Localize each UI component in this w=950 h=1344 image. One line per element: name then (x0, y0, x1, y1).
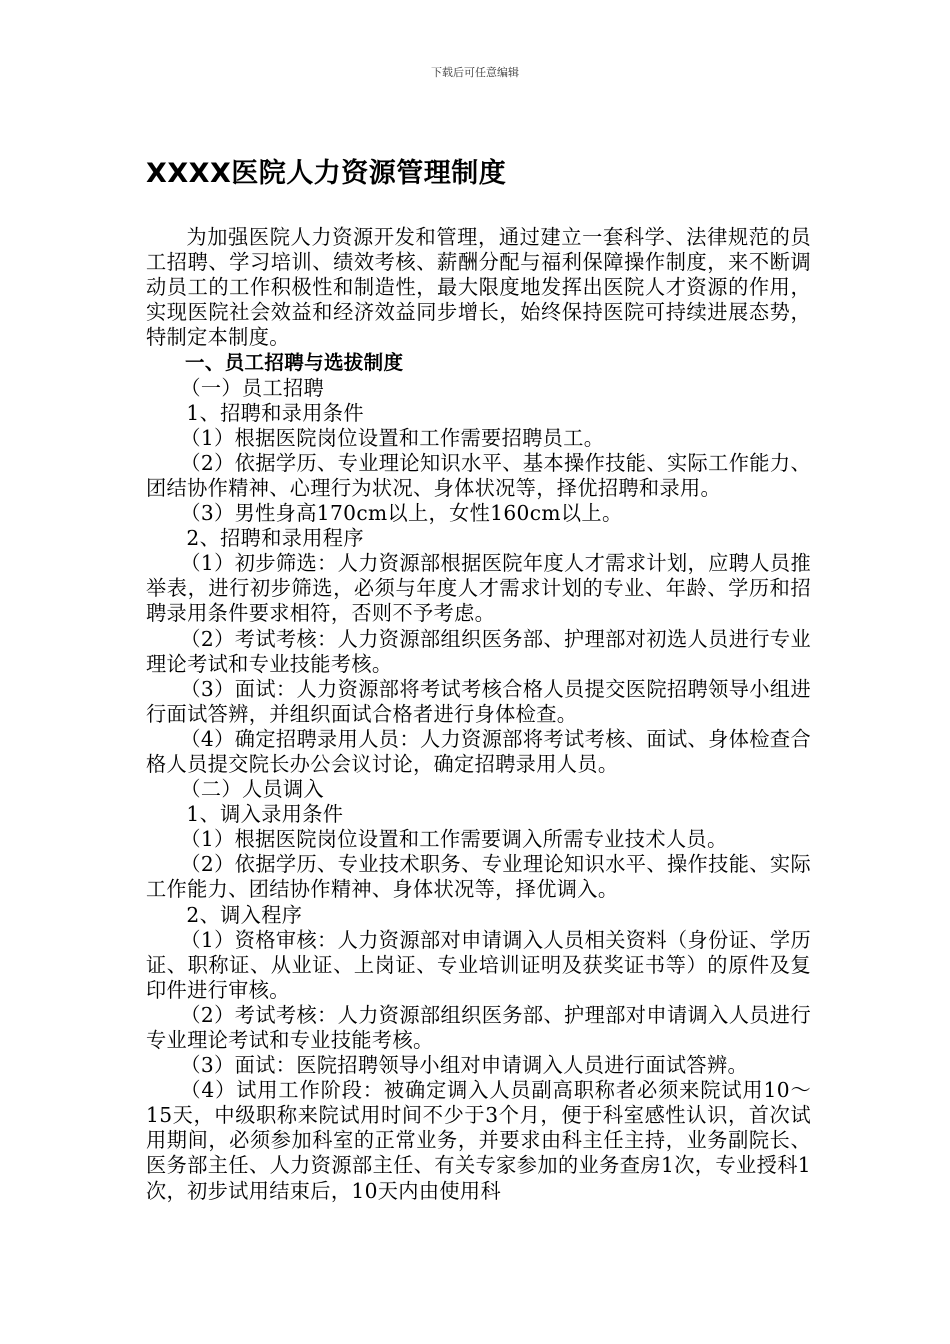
paragraph: （1）根据医院岗位设置和工作需要调入所需专业技术人员。 (180, 827, 728, 852)
item-heading-recruit-procedure: 2、招聘和录用程序 (186, 526, 364, 551)
paragraph: （4）确定招聘录用人员：人力资源部将考试考核、面试、身体检查合格人员提交院长办公会议讨论，确定招聘录用人员。 (146, 726, 811, 776)
paragraph: （3）面试：人力资源部将考试考核合格人员提交医院招聘领导小组进行面试答辨，并组织面试合格者进行身体检查。 (146, 676, 811, 726)
section-heading-recruitment: 一、员工招聘与选拔制度 (185, 351, 404, 375)
subsection-heading-recruitment: （一）员工招聘 (180, 375, 325, 400)
page-header-note: 下载后可任意编辑 (431, 66, 519, 79)
document-title: XXXX医院人力资源管理制度 (146, 158, 507, 189)
paragraph: （2）考试考核：人力资源部组织医务部、护理部对申请调入人员进行专业理论考试和专业技能考核。 (146, 1002, 811, 1052)
intro-paragraph: 为加强医院人力资源开发和管理，通过建立一套科学、法律规范的员工招聘、学习培训、绩效考核、薪酬分配与福利保障操作制度，来不断调动员工的工作积极性和制造性，最大限度地发挥出医院人才资源的作用，实现医院社会效益和经济效益同步增长，始终保持医院可持续进展态势，特制定本制度。 (146, 225, 811, 350)
item-heading-recruit-conditions: 1、招聘和录用条件 (186, 400, 364, 425)
paragraph: （4）试用工作阶段：被确定调入人员副高职称者必须来院试用10～15天，中级职称来院试用时间不少于3个月，便于科室感性认识，首次试用期间，必须参加科室的正常业务，并要求由科主任主持，业务副院长、医务部主任、人力资源部主任、有关专家参加的业务查房1次，专业授科1次，初步试用结束后，10天内由使用科 (146, 1078, 811, 1203)
paragraph: （1）根据医院岗位设置和工作需要招聘员工。 (180, 425, 605, 450)
paragraph: （3）男性身高170cm以上，女性160cm以上。 (180, 501, 623, 526)
paragraph: （2）依据学历、专业理论知识水平、基本操作技能、实际工作能力、团结协作精神、心理行为状况、身体状况等，择优招聘和录用。 (146, 450, 811, 500)
subsection-heading-transfer: （二）人员调入 (180, 777, 325, 802)
paragraph: （1）初步筛选：人力资源部根据医院年度人才需求计划，应聘人员推举表，进行初步筛选，必须与年度人才需求计划的专业、年龄、学历和招聘录用条件要求相符，否则不予考虑。 (146, 551, 811, 626)
paragraph: （1）资格审核：人力资源部对申请调入人员相关资料（身份证、学历证、职称证、从业证、上岗证、专业培训证明及获奖证书等）的原件及复印件进行审核。 (146, 927, 811, 1002)
paragraph: （3）面试：医院招聘领导小组对申请调入人员进行面试答辨。 (180, 1053, 749, 1078)
document-body (146, 225, 811, 1204)
paragraph: （2）依据学历、专业技术职务、专业理论知识水平、操作技能、实际工作能力、团结协作精神、身体状况等，择优调入。 (146, 852, 811, 902)
item-heading-transfer-conditions: 1、调入录用条件 (186, 802, 344, 827)
paragraph: （2）考试考核：人力资源部组织医务部、护理部对初选人员进行专业理论考试和专业技能考核。 (146, 626, 811, 676)
item-heading-transfer-procedure: 2、调入程序 (186, 902, 303, 927)
